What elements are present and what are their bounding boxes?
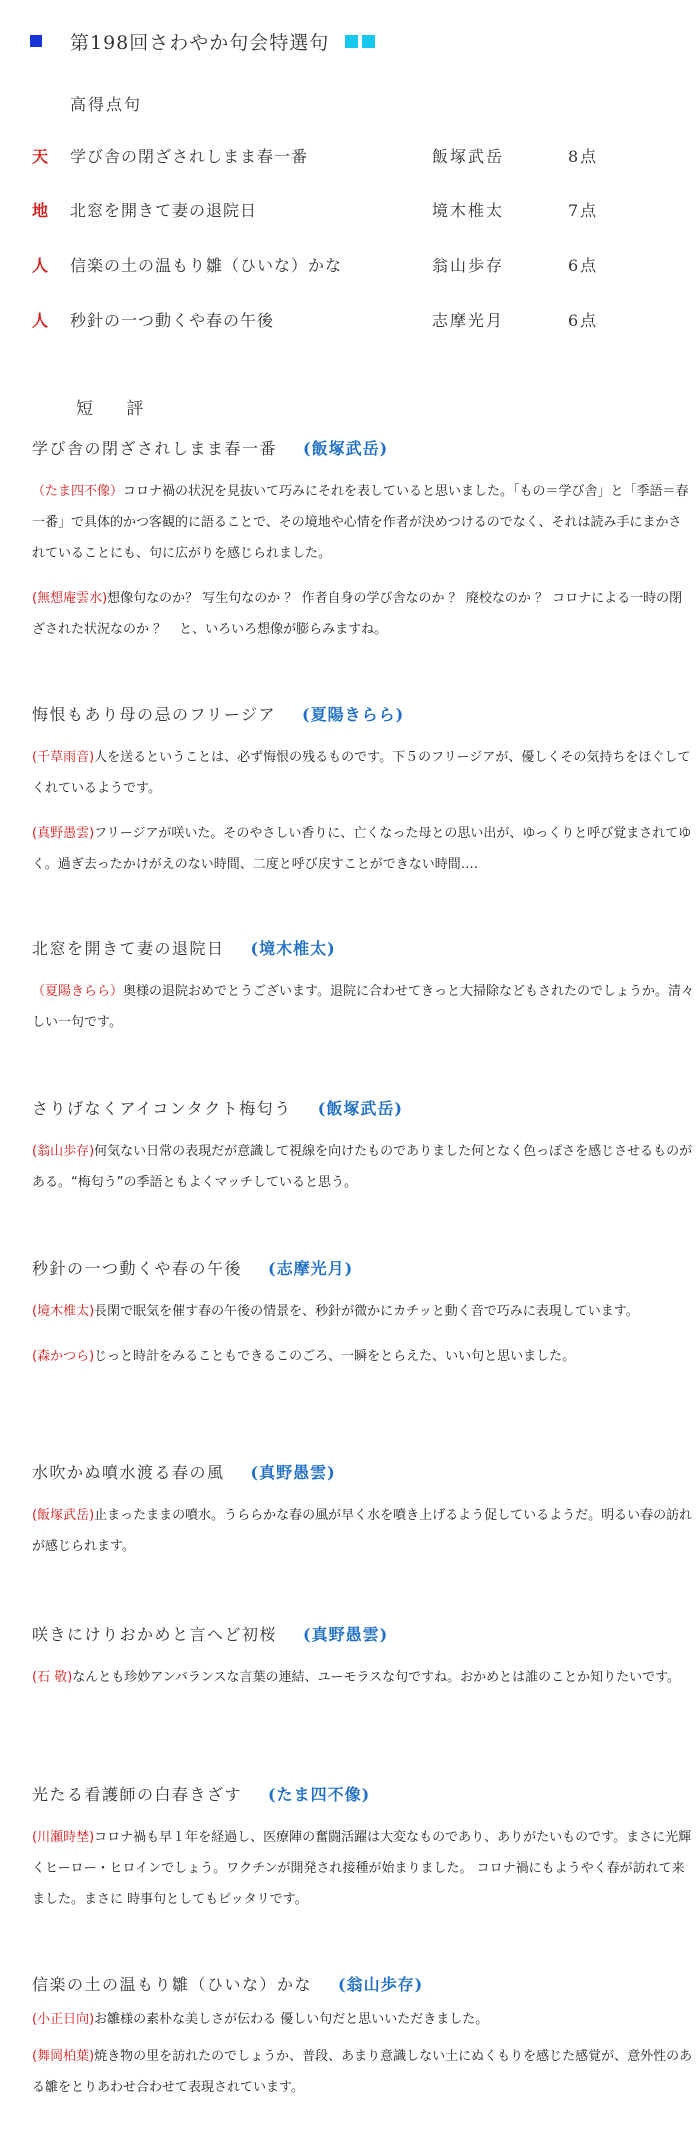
review-section (32, 1256, 694, 1372)
comment-text: 奥様の退院おめでとうございます。退院に合わせてきっと大掃除などもされたのでしょうか。清々しい一句です。 (32, 984, 694, 1030)
review-haiku (32, 936, 694, 962)
rank-points: 6点 (568, 256, 599, 275)
review-haiku-text: 水吹かぬ噴水渡る春の風 (32, 1463, 225, 1482)
review-haiku-text: 咲きにけりおかめと言へど初桜 (32, 1625, 278, 1644)
review-section (32, 436, 694, 645)
rank-author: 志摩光月 (432, 311, 505, 330)
rank-author: 飯塚武岳 (432, 147, 505, 166)
commenter: (境木椎太) (32, 1304, 95, 1319)
review-heading: 短 評 (76, 399, 158, 419)
review-comment (32, 1296, 694, 1327)
review-comment (32, 1822, 694, 1915)
blue-square-icon (30, 35, 42, 47)
cyan-square-icon (345, 35, 358, 48)
commenter: (無想庵雲水) (32, 591, 108, 606)
comment-text: 長閑で眠気を催す春の午後の情景を、秒針が微かにカチッと動く音で巧みに表現しています。 (94, 1304, 639, 1319)
cyan-square-icon (362, 35, 375, 48)
rank-haiku: 学び舎の閉ざされしまま春一番 (70, 147, 309, 166)
review-section (32, 936, 694, 1038)
review-author: (真野愚雲) (303, 1625, 389, 1644)
review-haiku (32, 702, 694, 728)
comment-text: お雛様の素朴な美しさが伝わる 優しい句だと思いいただきました。 (94, 2012, 489, 2027)
review-comment (32, 1500, 694, 1562)
commenter: (舞岡柏葉) (32, 2049, 95, 2064)
review-comment (32, 1662, 694, 1693)
rank-mark: 地 (32, 201, 49, 220)
page-title: 第198回さわやか句会特選句 (70, 31, 330, 54)
review-author: (境木椎太) (250, 939, 336, 958)
comment-text: 何気ない日常の表現だが意識して視線を向けたものでありました何となく色っぽさを感じさせるものがある。“梅匂う”の季語ともよくマッチしていると思う。 (32, 1144, 693, 1190)
rank-mark: 天 (32, 147, 49, 166)
rank-mark: 人 (32, 311, 49, 330)
rank-haiku: 北窓を開きて妻の退院日 (70, 201, 258, 220)
review-haiku (32, 1256, 694, 1282)
high-score-heading: 高得点句 (70, 95, 143, 114)
ranking-row (0, 253, 698, 279)
review-comment (32, 1341, 694, 1372)
review-section (32, 1622, 694, 1693)
rank-author: 翁山歩存 (432, 256, 505, 275)
review-haiku (32, 436, 694, 462)
rank-haiku: 秒針の一つ動くや春の午後 (70, 311, 275, 330)
review-comment (32, 2041, 694, 2103)
review-haiku-text: 信楽の土の温もり雛（ひいな）かな (32, 1975, 313, 1994)
commenter: (飯塚武岳) (32, 1508, 95, 1523)
review-haiku-text: 学び舎の閉ざされしまま春一番 (32, 439, 278, 458)
comment-text: 人を送るということは、必ず悔恨の残るものです。下５のフリージアが、優しくその気持ちをほぐしてくれているようです。 (32, 750, 691, 796)
review-author: (飯塚武岳) (303, 439, 389, 458)
review-haiku-text: 秒針の一つ動くや春の午後 (32, 1259, 243, 1278)
review-haiku (32, 1782, 694, 1808)
review-haiku-text: 光たる看護師の白春きざす (32, 1785, 243, 1804)
review-comment (32, 818, 694, 880)
rank-points: 8点 (568, 147, 599, 166)
comment-text: 焼き物の里を訪れたのでしょうか、普段、あまり意識しない土にぬくもりを感じた感覚が、意外性のある雛をとりあわせ合わせて表現されています。 (32, 2049, 693, 2095)
ranking-row (0, 144, 698, 170)
review-author: (たま四不像) (268, 1785, 371, 1804)
review-comment (32, 742, 694, 804)
commenter: (翁山歩存) (32, 1144, 95, 1159)
review-comment (32, 1136, 694, 1198)
review-haiku-text: 悔恨もあり母の忌のフリージア (32, 705, 277, 724)
review-author: (志摩光月) (268, 1259, 354, 1278)
comment-text: じっと時計をみることもできるこのごろ、一瞬をとらえた、いい句と思いました。 (94, 1349, 576, 1364)
comment-text: フリージアが咲いた。そのやさしい香りに、亡くなった母との思い出が、ゆっくりと呼び覚まされてゆく。過ぎ去ったかけがえのない時間、二度と呼び戻すことができない時間‥‥ (32, 826, 692, 872)
review-haiku (32, 1460, 694, 1486)
review-haiku-text: 北窓を開きて妻の退院日 (32, 939, 225, 958)
rank-points: 7点 (568, 201, 599, 220)
review-section (32, 702, 694, 880)
review-section (32, 1096, 694, 1198)
comment-text: コロナ禍の状況を見抜いて巧みにそれを表していると思いました。「もの＝学び舎」と「季語＝春一番」で具体的かつ客観的に語ることで、その境地や心情を作者が決めつけるのでなく、それは読み手にまかされていることにも、句に広がりを感じられました。 (32, 484, 689, 561)
review-haiku (32, 1622, 694, 1648)
rank-mark: 人 (32, 256, 49, 275)
review-haiku-text: さりげなくアイコンタクト梅匂う (32, 1099, 292, 1118)
review-comment (32, 583, 694, 645)
review-author: (真野愚雲) (250, 1463, 336, 1482)
commenter: (真野愚雲) (32, 826, 95, 841)
comment-text: 想像句なのか？ 写生句なのか ？ 作者自身の学び舎なのか ？ 廃校なのか ？ コロナによる一時の閉ざされた状況なのか ？ と、いろいろ想像が膨らみますね。 (32, 591, 683, 637)
review-comment (32, 2004, 694, 2035)
review-author: (翁山歩存) (338, 1975, 424, 1994)
commenter: （たま四不像） (32, 484, 124, 499)
review-section (32, 1782, 694, 1915)
commenter: (石 敬) (32, 1670, 73, 1685)
review-author: (飯塚武岳) (317, 1099, 403, 1118)
review-haiku (32, 1972, 694, 1998)
commenter: (千草雨音) (32, 750, 95, 765)
rank-haiku: 信楽の土の温もり雛（ひいな）かな (70, 256, 343, 275)
review-section (32, 1460, 694, 1562)
rank-points: 6点 (568, 311, 599, 330)
review-comment (32, 976, 694, 1038)
comment-text: なんとも珍妙アンバランスな言葉の連結、ユーモラスな句ですね。おかめとは誰のことか知りたいです。 (72, 1670, 681, 1685)
review-comment (32, 476, 694, 569)
commenter: (川瀬時埜) (32, 1830, 95, 1845)
comment-text: 止まったままの噴水。うららかな春の風が早く水を噴き上げるよう促しているようだ。明るい春の訪れが感じられます。 (32, 1508, 693, 1554)
commenter: （夏陽きらら） (32, 984, 124, 999)
commenter: (森かつら) (32, 1349, 95, 1364)
comment-text: コロナ禍も早１年を経過し、医療陣の奮闘活躍は大変なものであり、ありがたいものです。まさに光輝くヒーロー・ヒロインでしょう。ワクチンが開発され接種が始まりました。 コロナ禍にもようやく春が訪れて来ました。まさに 時事句としてもピッタリです。 (32, 1830, 692, 1907)
review-section (32, 1972, 694, 2103)
review-author: (夏陽きらら) (302, 705, 405, 724)
ranking-row (0, 308, 698, 334)
review-haiku (32, 1096, 694, 1122)
commenter: (小正日向) (32, 2012, 95, 2027)
title-row (30, 26, 375, 56)
rank-author: 境木椎太 (432, 201, 505, 220)
ranking-row (0, 198, 698, 224)
